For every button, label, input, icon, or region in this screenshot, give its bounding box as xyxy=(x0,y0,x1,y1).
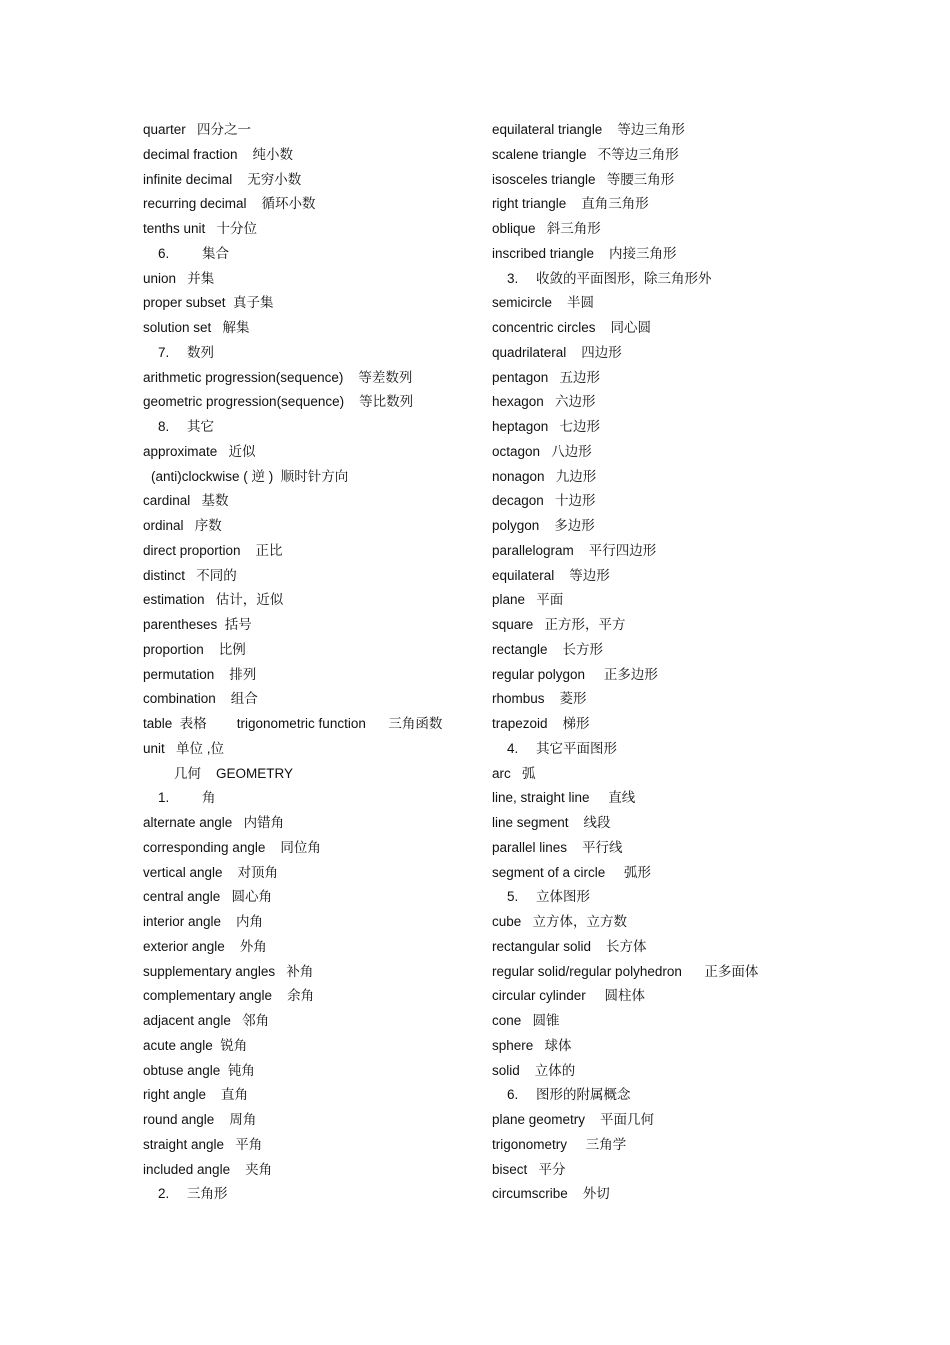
vocab-text: straight angle 平角 xyxy=(143,1136,263,1152)
vocab-text: bisect 平分 xyxy=(492,1161,566,1177)
vocab-text: octagon 八边形 xyxy=(492,443,592,459)
vocab-text: parallel lines 平行线 xyxy=(492,839,623,855)
vocab-entry xyxy=(143,489,483,514)
vocab-entry xyxy=(492,1108,832,1133)
vocab-entry xyxy=(492,1182,832,1207)
left-column xyxy=(143,118,483,1207)
vocab-text: alternate angle 内错角 xyxy=(143,815,285,830)
vocab-text: cardinal 基数 xyxy=(143,493,229,509)
vocab-entry xyxy=(143,143,483,168)
vocab-entry xyxy=(492,390,832,415)
vocab-entry xyxy=(492,366,832,391)
vocab-text: plane 平面 xyxy=(492,592,564,608)
vocab-entry xyxy=(492,687,832,712)
vocab-entry xyxy=(143,291,483,316)
vocab-entry xyxy=(492,712,832,737)
vocab-text: segment of a circle 弧形 xyxy=(492,864,652,880)
section-number: 4. xyxy=(507,740,519,756)
vocab-entry xyxy=(492,564,832,589)
section-heading xyxy=(143,242,483,267)
vocab-text: square 正方形，平方 xyxy=(492,617,626,632)
section-number: 7. xyxy=(158,344,170,360)
vocab-entry xyxy=(492,786,832,811)
vocab-text: infinite decimal 无穷小数 xyxy=(143,171,302,187)
vocab-text: hexagon 六边形 xyxy=(492,394,596,410)
vocab-entry xyxy=(492,316,832,341)
vocab-entry xyxy=(143,514,483,539)
vocab-entry xyxy=(492,638,832,663)
vocab-text: circumscribe 外切 xyxy=(492,1186,610,1202)
section-number: 3. xyxy=(507,270,519,286)
vocab-text: approximate 近似 xyxy=(143,443,256,459)
vocab-text: arithmetic progression(sequence) 等差数列 xyxy=(143,369,413,385)
vocab-text: permutation 排列 xyxy=(143,666,257,682)
vocab-text: regular solid/regular polyhedron 正多面体 xyxy=(492,963,759,979)
vocab-text: included angle 夹角 xyxy=(143,1161,273,1177)
section-number: 8. xyxy=(158,419,170,434)
vocab-text: parallelogram 平行四边形 xyxy=(492,542,657,558)
vocab-text: union 并集 xyxy=(143,270,215,286)
vocab-text: round angle 周角 xyxy=(143,1112,257,1127)
vocab-entry xyxy=(143,663,483,688)
vocab-entry xyxy=(492,1133,832,1158)
section-heading xyxy=(492,1083,832,1108)
vocab-text: equilateral triangle 等边三角形 xyxy=(492,122,685,137)
vocab-text: trapezoid 梯形 xyxy=(492,716,590,731)
vocab-entry xyxy=(492,613,832,638)
vocab-entry xyxy=(143,1083,483,1108)
vocab-text: polygon 多边形 xyxy=(492,518,595,533)
vocab-text: combination 组合 xyxy=(143,691,258,707)
section-number: 6. xyxy=(507,1087,519,1103)
vocab-text: quarter 四分之一 xyxy=(143,122,252,137)
vocab-text: trigonometry 三角学 xyxy=(492,1136,627,1152)
section-title: 角 xyxy=(202,790,216,806)
vocab-entry xyxy=(143,1059,483,1084)
vocab-entry xyxy=(492,192,832,217)
vocab-text: right triangle 直角三角形 xyxy=(492,196,649,212)
vocab-text: oblique 斜三角形 xyxy=(492,221,601,236)
vocab-entry xyxy=(143,267,483,292)
vocab-entry xyxy=(492,1059,832,1084)
section-title: 立体图形 xyxy=(536,889,590,905)
section-heading xyxy=(492,267,832,292)
section-heading xyxy=(492,737,832,762)
vocab-entry xyxy=(492,1009,832,1034)
vocab-entry xyxy=(492,836,832,861)
vocab-entry xyxy=(143,564,483,589)
vocab-text: table 表格 trigonometric function 三角函数 xyxy=(143,716,443,731)
vocab-text: line segment 线段 xyxy=(492,815,611,830)
vocab-text: parentheses 括号 xyxy=(143,617,252,632)
vocab-entry xyxy=(492,588,832,613)
vocab-text: solid 立体的 xyxy=(492,1062,576,1078)
vocab-text: rhombus 菱形 xyxy=(492,691,587,707)
section-heading xyxy=(143,1182,483,1207)
vocab-text: sphere 球体 xyxy=(492,1037,572,1053)
vocab-entry xyxy=(143,613,483,638)
section-number: 5. xyxy=(507,889,519,905)
vocab-text: interior angle 内角 xyxy=(143,914,264,929)
section-heading xyxy=(143,341,483,366)
vocab-entry xyxy=(143,1034,483,1059)
vocab-text: central angle 圆心角 xyxy=(143,889,273,905)
vocab-entry xyxy=(492,663,832,688)
vocab-entry xyxy=(143,910,483,935)
vocab-text: decagon 十边形 xyxy=(492,493,596,509)
vocab-text: rectangular solid 长方体 xyxy=(492,938,647,954)
vocab-text: semicircle 半圆 xyxy=(492,295,595,311)
section-number: 1. xyxy=(158,790,170,806)
vocab-text: inscribed triangle 内接三角形 xyxy=(492,245,677,261)
vocab-entry xyxy=(143,1009,483,1034)
vocab-text: recurring decimal 循环小数 xyxy=(143,196,316,212)
vocab-entry xyxy=(492,168,832,193)
vocab-text: cone 圆锥 xyxy=(492,1013,560,1028)
section-title: 其它平面图形 xyxy=(536,740,617,756)
vocab-text: equilateral 等边形 xyxy=(492,567,610,583)
vocab-entry xyxy=(492,341,832,366)
vocab-entry xyxy=(143,638,483,663)
vocab-text: plane geometry 平面几何 xyxy=(492,1112,655,1127)
vocab-entry xyxy=(143,1108,483,1133)
vocab-text: (anti)clockwise ( 逆 ) 顺时针方向 xyxy=(151,468,349,484)
vocab-entry xyxy=(143,1158,483,1183)
vocab-entry xyxy=(143,366,483,391)
vocab-text: tenths unit 十分位 xyxy=(143,221,258,236)
vocab-text: isosceles triangle 等腰三角形 xyxy=(492,171,675,187)
vocab-text: distinct 不同的 xyxy=(143,567,237,583)
vocab-entry xyxy=(143,588,483,613)
section-title: 收敛的平面图形，除三角形外 xyxy=(536,270,712,286)
vocab-entry xyxy=(143,465,483,490)
vocab-text: proper subset 真子集 xyxy=(143,295,274,311)
vocab-text: estimation 估计，近似 xyxy=(143,592,284,608)
vocab-text: arc 弧 xyxy=(492,765,536,781)
vocab-entry xyxy=(143,885,483,910)
vocab-entry xyxy=(492,1158,832,1183)
section-heading xyxy=(143,786,483,811)
vocab-entry xyxy=(143,687,483,712)
vocab-entry xyxy=(143,861,483,886)
vocab-text: right angle 直角 xyxy=(143,1087,249,1103)
vocab-text: complementary angle 余角 xyxy=(143,988,315,1004)
vocab-entry xyxy=(492,984,832,1009)
vocab-entry xyxy=(143,811,483,836)
vocab-entry xyxy=(492,489,832,514)
vocab-text: exterior angle 外角 xyxy=(143,938,267,954)
vocab-text: regular polygon 正多边形 xyxy=(492,666,658,682)
vocab-text: obtuse angle 钝角 xyxy=(143,1062,255,1078)
vocab-entry xyxy=(492,291,832,316)
vocab-entry xyxy=(492,118,832,143)
section-title: 其它 xyxy=(187,419,214,434)
vocab-text: acute angle 锐角 xyxy=(143,1037,248,1053)
vocab-entry xyxy=(143,1133,483,1158)
vocab-entry xyxy=(492,514,832,539)
vocab-entry xyxy=(143,118,483,143)
vocab-text: 几何 GEOMETRY xyxy=(174,765,294,781)
vocab-entry xyxy=(143,935,483,960)
section-number: 2. xyxy=(158,1186,170,1202)
vocab-text: line, straight line 直线 xyxy=(492,790,636,806)
vocab-text: proportion 比例 xyxy=(143,641,246,657)
vocab-entry xyxy=(143,836,483,861)
vocab-entry xyxy=(143,984,483,1009)
vocab-text: geometric progression(sequence) 等比数列 xyxy=(143,394,414,410)
vocab-text: decimal fraction 纯小数 xyxy=(143,146,294,162)
vocab-entry xyxy=(492,960,832,985)
vocab-text: direct proportion 正比 xyxy=(143,542,283,558)
vocab-entry xyxy=(143,390,483,415)
vocab-text: nonagon 九边形 xyxy=(492,468,597,484)
vocab-entry xyxy=(143,217,483,242)
vocab-entry xyxy=(143,712,483,737)
vocab-entry xyxy=(492,242,832,267)
section-heading xyxy=(143,415,483,440)
vocab-text: cube 立方体，立方数 xyxy=(492,914,628,929)
vocab-entry xyxy=(143,762,483,787)
vocab-entry xyxy=(143,539,483,564)
vocab-text: ordinal 序数 xyxy=(143,518,222,533)
vocab-text: supplementary angles 补角 xyxy=(143,963,314,979)
vocab-text: corresponding angle 同位角 xyxy=(143,839,321,855)
vocab-text: solution set 解集 xyxy=(143,320,250,335)
section-title: 三角形 xyxy=(187,1186,228,1202)
right-column xyxy=(492,118,832,1207)
section-title: 图形的附属概念 xyxy=(536,1087,631,1103)
vocab-entry xyxy=(492,861,832,886)
vocab-text: concentric circles 同心圆 xyxy=(492,320,652,335)
vocab-entry xyxy=(492,539,832,564)
vocab-text: pentagon 五边形 xyxy=(492,369,601,385)
vocab-entry xyxy=(143,737,483,762)
vocab-text: heptagon 七边形 xyxy=(492,419,601,434)
vocab-entry xyxy=(492,762,832,787)
vocab-text: vertical angle 对顶角 xyxy=(143,864,279,880)
section-number: 6. xyxy=(158,245,170,261)
vocab-entry xyxy=(492,811,832,836)
vocab-text: adjacent angle 邻角 xyxy=(143,1013,270,1028)
vocab-text: scalene triangle 不等边三角形 xyxy=(492,146,679,162)
vocab-entry xyxy=(492,935,832,960)
vocab-entry xyxy=(143,960,483,985)
vocab-entry xyxy=(143,192,483,217)
vocab-text: quadrilateral 四边形 xyxy=(492,344,622,360)
section-title: 数列 xyxy=(187,344,214,360)
vocab-entry xyxy=(492,217,832,242)
vocab-entry xyxy=(492,440,832,465)
vocab-entry xyxy=(492,143,832,168)
vocab-text: circular cylinder 圆柱体 xyxy=(492,988,646,1004)
vocab-entry xyxy=(143,316,483,341)
vocab-text: unit 单位 ,位 xyxy=(143,740,225,756)
vocab-text: rectangle 长方形 xyxy=(492,641,604,657)
vocab-entry xyxy=(143,440,483,465)
vocab-entry xyxy=(492,1034,832,1059)
section-heading xyxy=(492,885,832,910)
vocab-entry xyxy=(143,168,483,193)
section-title: 集合 xyxy=(202,245,229,261)
vocab-entry xyxy=(492,465,832,490)
vocab-entry xyxy=(492,910,832,935)
vocab-entry xyxy=(492,415,832,440)
